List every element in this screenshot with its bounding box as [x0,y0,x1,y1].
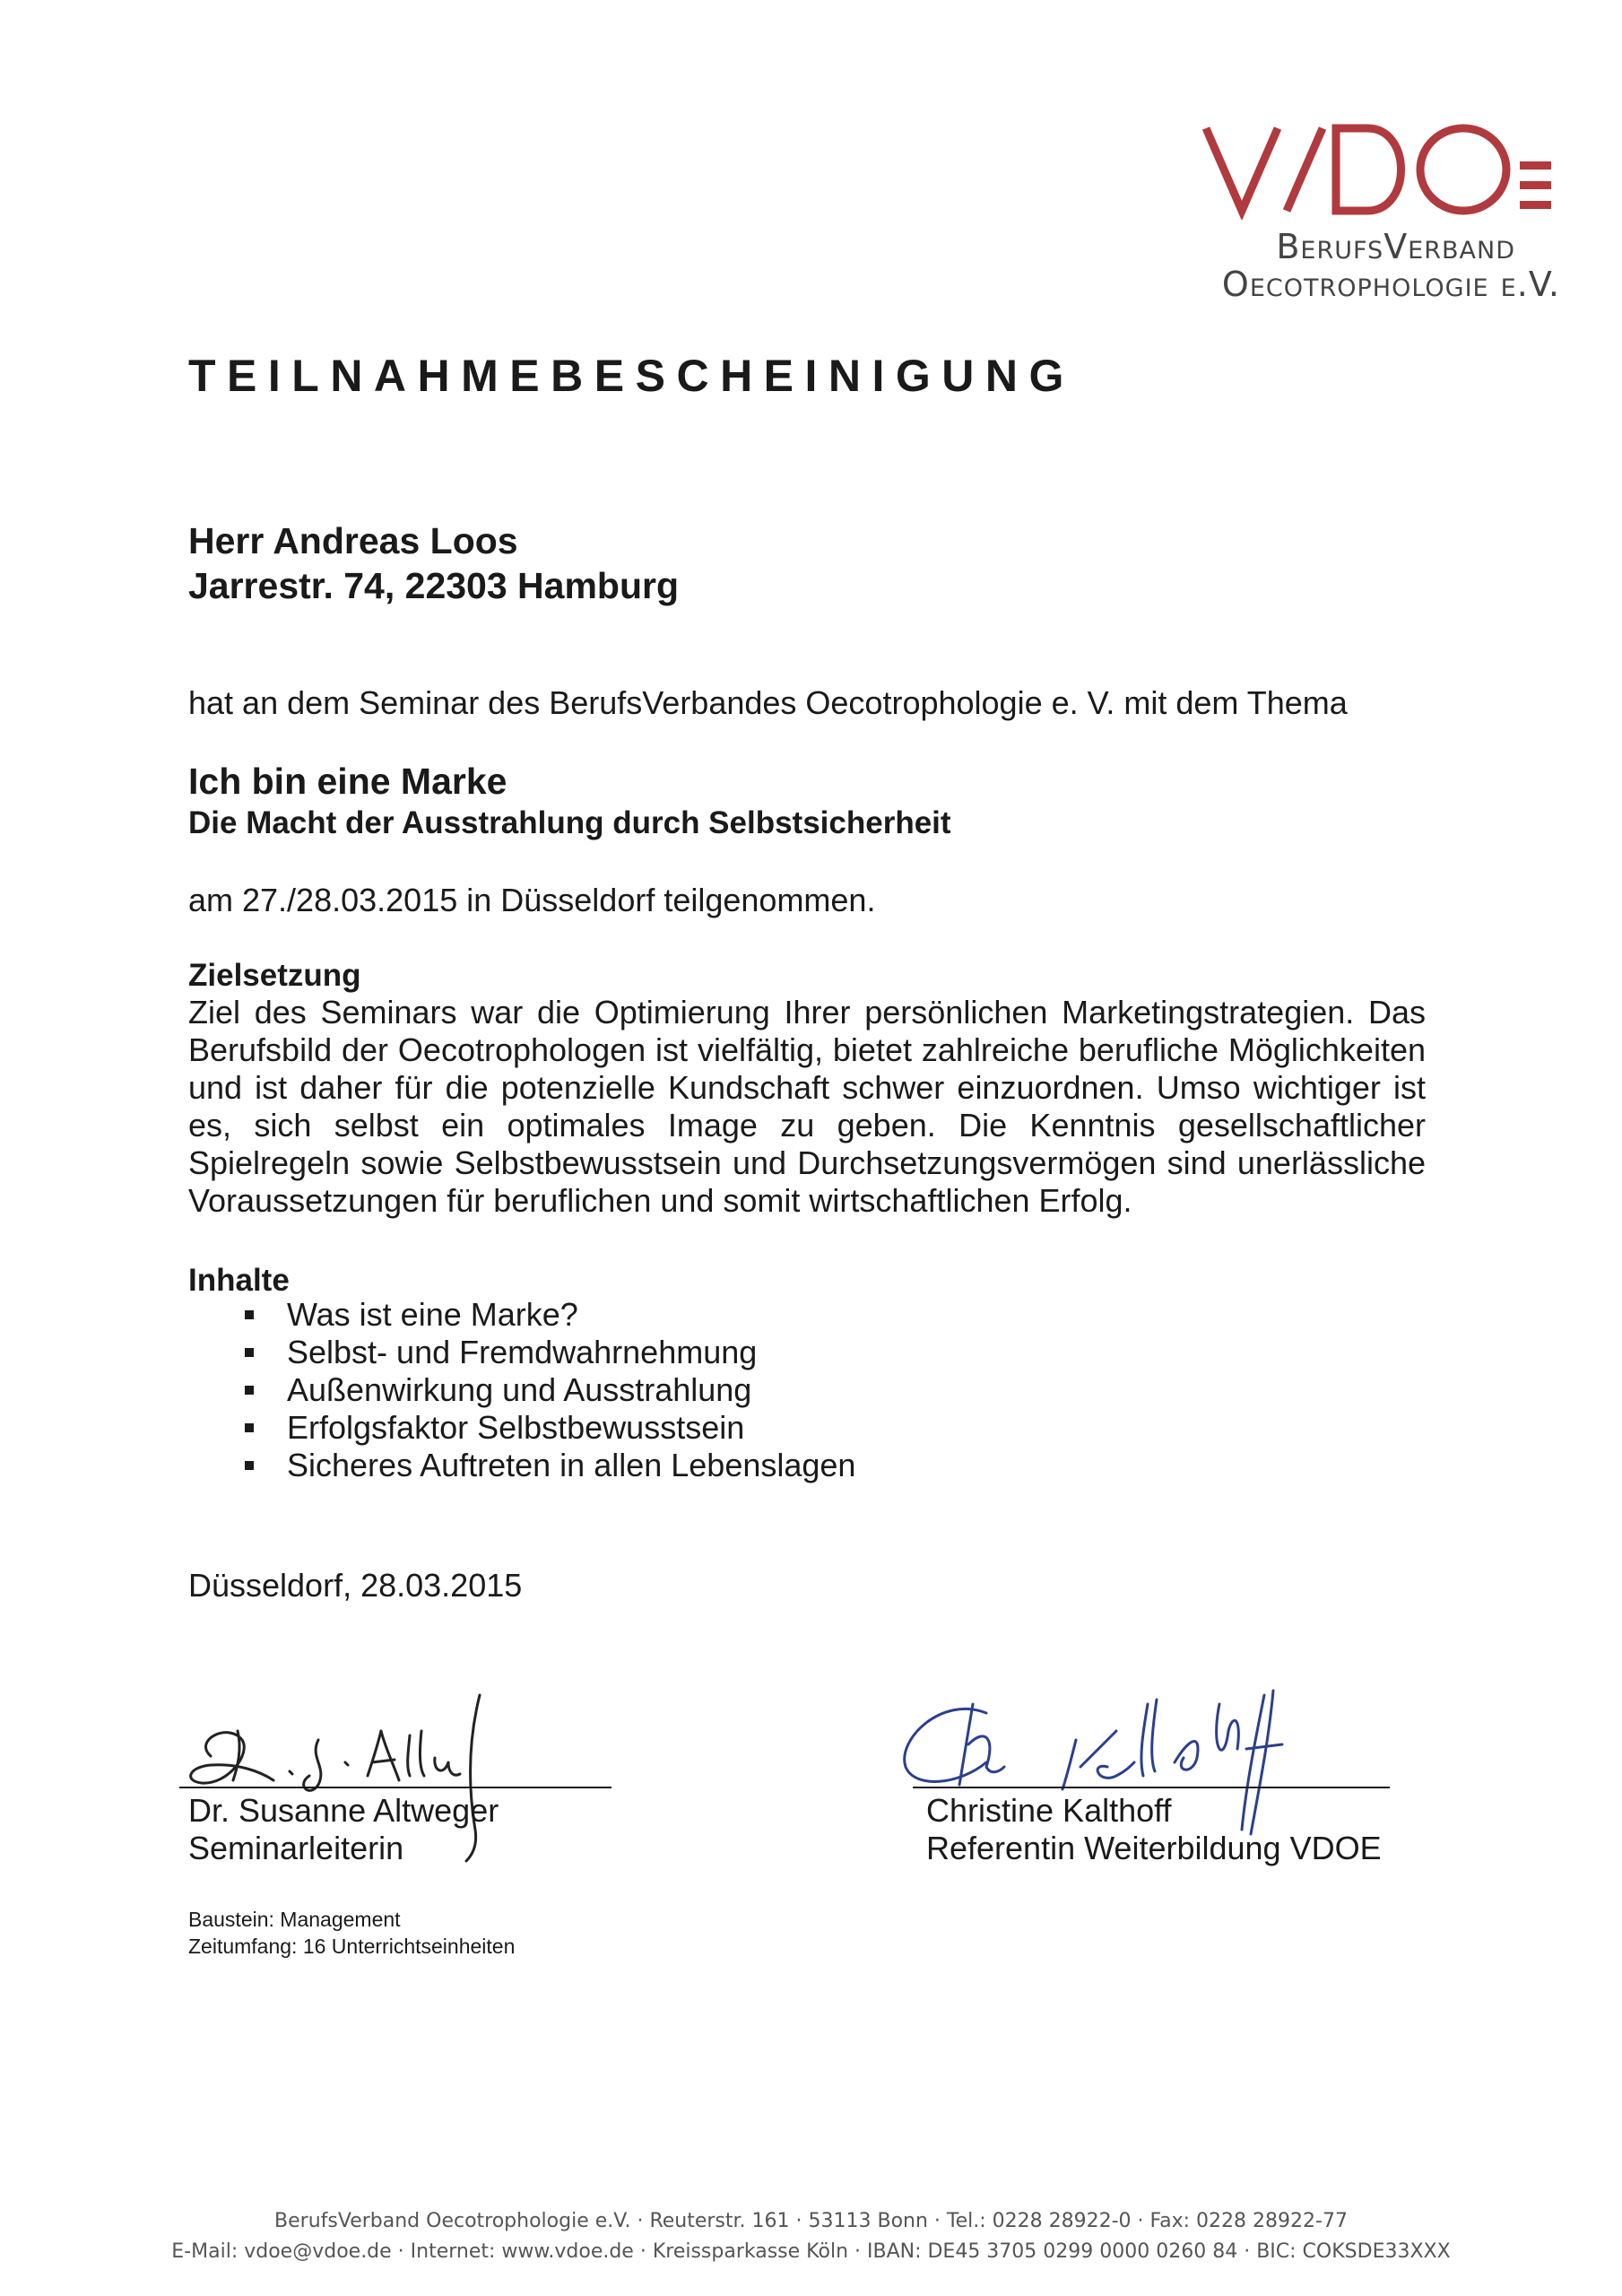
contents-list [188,1296,855,1484]
signer-right-role: Referentin Weiterbildung VDOE [926,1830,1382,1866]
square-bullet-icon [245,1461,254,1470]
footer [0,2206,1622,2267]
goal-paragraph: Ziel des Seminars war die Optimierung Ihrer persönlichen Marketingstrategien. Das Berufsbild der Oecotrophologen ist vielfältig, bietet zahlreiche berufliche Möglichkeiten und ist daher für die potenzielle Kundschaft schwer einzuordnen. Umso wichtiger ist es, sich selbst ein optimales Image zu geben. Die Kenntnis gesellschaftlicher Spielregeln sowie Selbstbewusstsein und Durchsetzungsvermögen sind unerlässliche Voraussetzungen für beruflichen und somit wirtschaftlichen Erfolg. [188,994,1426,1219]
list-item-text: Was ist eine Marke? [287,1296,578,1333]
list-item-text: Selbst- und Fremdwahrnehmung [287,1334,758,1370]
signature-line-right [913,1787,1390,1788]
recipient-block [188,518,679,608]
list-item [188,1447,855,1484]
square-bullet-icon [245,1386,254,1395]
signature-line-left [179,1787,612,1788]
list-item [188,1334,855,1371]
recipient-address: Jarrestr. 74, 22303 Hamburg [188,565,679,606]
signer-left-role: Seminarleiterin [188,1830,404,1866]
vdoe-logo-mark [1201,121,1560,220]
recipient-name: Herr Andreas Loos [188,520,518,561]
signer-left-name: Dr. Susanne Altweger [188,1792,499,1829]
course-info [188,1906,515,1960]
goal-heading: Zielsetzung [188,958,361,993]
square-bullet-icon [245,1310,254,1319]
contents-heading: Inhalte [188,1263,290,1298]
list-item [188,1371,855,1409]
signer-left [188,1792,499,1867]
signature-date: Düsseldorf, 28.03.2015 [188,1567,523,1604]
footer-contact: E-Mail: vdoe@vdoe.de · Internet: www.vdoe.de · Kreissparkasse Köln · IBAN: DE45 3705 0299 0000 0260 84 · BIC: COKSDE33XXX [171,2240,1451,2263]
list-item-text: Außenwirkung und Ausstrahlung [287,1371,752,1408]
list-item-text: Sicheres Auftreten in allen Lebenslagen [287,1447,856,1483]
course-module: Baustein: Management [188,1908,401,1931]
logo-text-line1: BerufsVerband [1276,227,1515,266]
list-item [188,1409,855,1447]
course-scope: Zeitumfang: 16 Unterrichtseinheiten [188,1935,516,1958]
intro-text: hat an dem Seminar des BerufsVerbandes Oecotrophologie e. V. mit dem Thema [188,684,1348,721]
square-bullet-icon [245,1348,254,1357]
list-item-text: Erfolgsfaktor Selbstbewusstsein [287,1409,745,1446]
signer-right-name: Christine Kalthoff [926,1792,1172,1829]
list-item [188,1296,855,1334]
seminar-title: Ich bin eine Marke [188,761,507,802]
seminar-subtitle: Die Macht der Ausstrahlung durch Selbstsicherheit [188,805,951,840]
logo-text-line2: Oecotrophologie e.V. [1221,265,1560,304]
date-place-text: am 27./28.03.2015 in Düsseldorf teilgenommen. [188,882,876,918]
square-bullet-icon [245,1423,254,1432]
signer-right [926,1792,1382,1867]
document-title: TEILNAHMEBESCHEINIGUNG [188,351,1075,401]
footer-address: BerufsVerband Oecotrophologie e.V. · Reuterstr. 161 · 53113 Bonn · Tel.: 0228 28922-0 · Fax: 0228 28922-77 [274,2210,1348,2232]
vdoe-logo [1201,121,1560,309]
